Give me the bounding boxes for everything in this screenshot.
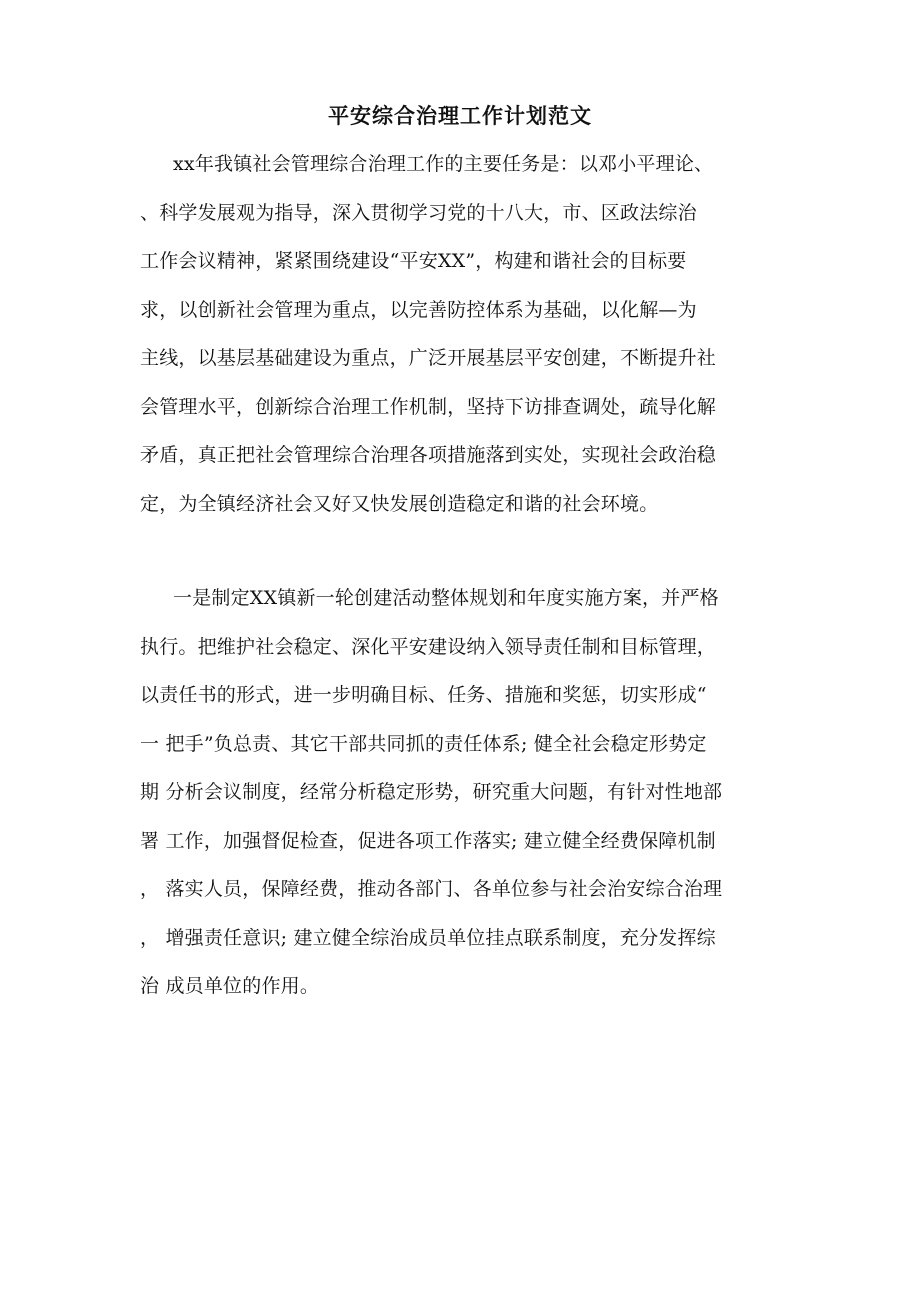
text-line: xx年我镇社会管理综合治理工作的主要任务是：以邓小平理论、	[173, 153, 714, 175]
text-line: 主线，以基层基础建设为重点，广泛开展基层平安创建，不断提升社	[140, 347, 717, 369]
text-line: 矛盾，真正把社会管理综合治理各项措施落到实处，实现社会政治稳	[140, 444, 717, 466]
text-line: 求，以创新社会管理为重点，以完善防控体系为基础，以化解—为	[140, 298, 697, 321]
paragraph-1	[140, 140, 800, 528]
text-line: 期 分析会议制度，经常分析稳定形势，研究重大问题，有针对性地部	[140, 781, 723, 803]
text-line: 以责任书的形式，进一步明确目标、任务、措施和奖惩，切实形成“	[140, 684, 707, 706]
paragraph-2	[140, 574, 800, 1011]
text-line: ， 落实人员，保障经费，推动各部门、各单位参与社会治安综合治理	[140, 878, 723, 900]
text-line: 、科学发展观为指导，深入贯彻学习党的十八大，市、区政法综治	[140, 201, 697, 224]
text-line: 署 工作，加强督促检查，促进各项工作落实; 建立健全经费保障机制	[140, 829, 716, 852]
text-line: 定，为全镇经济社会又好又快发展创造稳定和谐的社会环境。	[140, 492, 659, 515]
document-title: 平安综合治理工作计划范文	[328, 103, 592, 128]
text-line: 一是制定XX镇新一轮创建活动整体规划和年度实施方案，并严格	[173, 587, 719, 609]
text-line: 一 把手”负总责、其它干部共同抓的责任体系; 健全社会稳定形势定	[140, 732, 707, 755]
text-line: 治 成员单位的作用。	[140, 975, 320, 997]
text-line: ， 增强责任意识; 建立健全综治成员单位挂点联系制度，充分发挥综	[140, 926, 716, 949]
text-line: 会管理水平，创新综合治理工作机制，坚持下访排查调处，疏导化解	[140, 395, 717, 418]
text-line: 执行。把维护社会稳定、深化平安建设纳入领导责任制和目标管理，	[140, 635, 717, 658]
text-line: 工作会议精神，紧紧围绕建设“平安XX”，构建和谐社会的目标要	[140, 250, 687, 272]
